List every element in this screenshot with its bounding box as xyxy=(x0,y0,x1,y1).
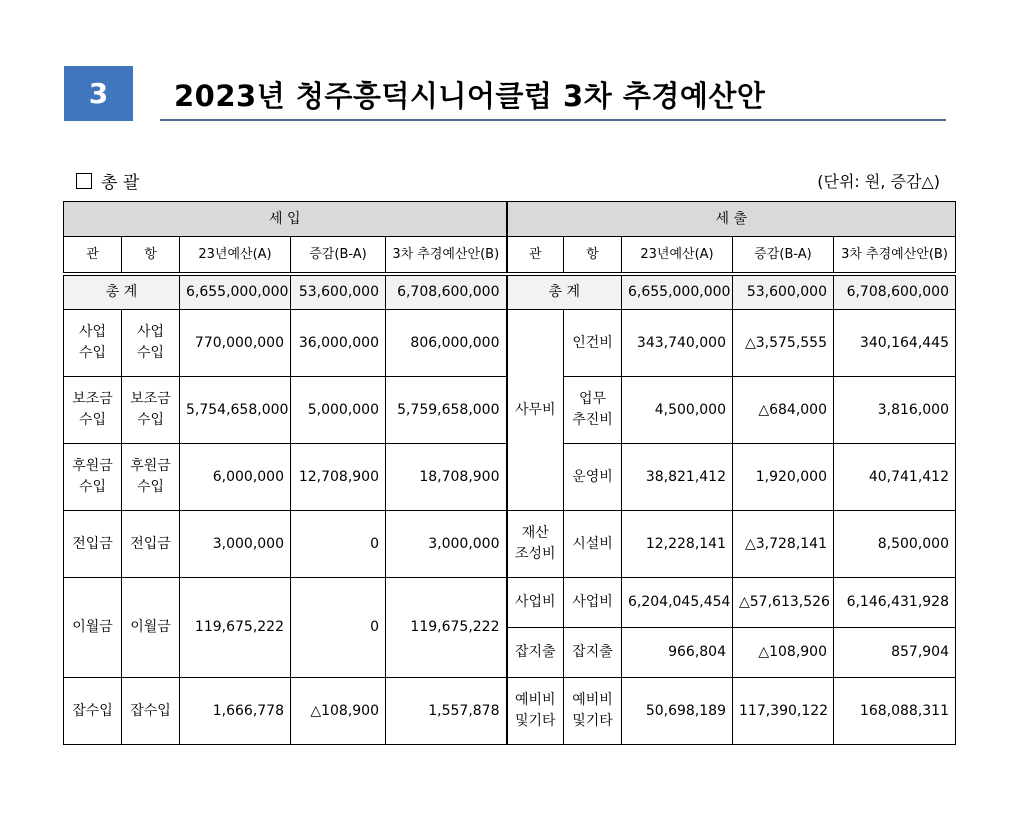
col-header-change: 증감(B-A) xyxy=(291,237,386,275)
expense-new-cell: 40,741,412 xyxy=(834,444,956,511)
expense-gwan-cell: 사무비 xyxy=(507,310,564,511)
income-total-label: 총 계 xyxy=(64,274,180,310)
col-header-hang: 항 xyxy=(122,237,180,275)
expense-hang-cell: 예비비 및기타 xyxy=(564,678,622,745)
expense-hang-cell: 잡지출 xyxy=(564,628,622,678)
expense-change-cell: △57,613,526 xyxy=(733,578,834,628)
budget-summary-table xyxy=(63,201,956,745)
expense-header: 세 출 xyxy=(507,202,956,237)
table-row xyxy=(64,578,956,628)
expense-gwan-cell: 잡지출 xyxy=(507,628,564,678)
expense-budget-cell: 12,228,141 xyxy=(622,511,733,578)
expense-budget-cell: 966,804 xyxy=(622,628,733,678)
expense-change-cell: 1,920,000 xyxy=(733,444,834,511)
expense-new-cell: 6,146,431,928 xyxy=(834,578,956,628)
col-header-gwan: 관 xyxy=(64,237,122,275)
income-hang-cell: 이월금 xyxy=(122,578,180,678)
expense-total-change: 53,600,000 xyxy=(733,274,834,310)
table-row xyxy=(64,678,956,745)
col-header-budget: 23년예산(A) xyxy=(622,237,733,275)
income-gwan-cell: 이월금 xyxy=(64,578,122,678)
income-hang-cell: 보조금 수입 xyxy=(122,377,180,444)
income-new-cell: 119,675,222 xyxy=(386,578,507,678)
income-budget-cell: 5,754,658,000 xyxy=(180,377,291,444)
col-header-gwan: 관 xyxy=(507,237,564,275)
expense-new-cell: 8,500,000 xyxy=(834,511,956,578)
expense-gwan-cell: 사업비 xyxy=(507,578,564,628)
income-new-cell: 3,000,000 xyxy=(386,511,507,578)
page-title: 2023년 청주흥덕시니어클럽 3차 추경예산안 xyxy=(174,79,766,113)
section-label xyxy=(76,168,139,193)
income-budget-cell: 770,000,000 xyxy=(180,310,291,377)
income-hang-cell: 사업 수입 xyxy=(122,310,180,377)
col-header-change: 증감(B-A) xyxy=(733,237,834,275)
income-change-cell: 0 xyxy=(291,511,386,578)
expense-budget-cell: 38,821,412 xyxy=(622,444,733,511)
expense-change-cell: △684,000 xyxy=(733,377,834,444)
income-gwan-cell: 잡수입 xyxy=(64,678,122,745)
section-number-badge: 3 xyxy=(64,66,133,121)
expense-total-budget: 6,655,000,000 xyxy=(622,274,733,310)
income-change-cell: 12,708,900 xyxy=(291,444,386,511)
unit-note: (단위: 원, 증감△) xyxy=(817,172,940,191)
income-hang-cell: 잡수입 xyxy=(122,678,180,745)
expense-budget-cell: 4,500,000 xyxy=(622,377,733,444)
income-total-change: 53,600,000 xyxy=(291,274,386,310)
expense-hang-cell: 인건비 xyxy=(564,310,622,377)
col-header-new-budget: 3차 추경예산안(B) xyxy=(386,237,507,275)
income-new-cell: 18,708,900 xyxy=(386,444,507,511)
income-total-new: 6,708,600,000 xyxy=(386,274,507,310)
expense-hang-cell: 시설비 xyxy=(564,511,622,578)
table-row xyxy=(64,511,956,578)
section-label-text: 총 괄 xyxy=(101,173,140,193)
expense-budget-cell: 50,698,189 xyxy=(622,678,733,745)
expense-new-cell: 857,904 xyxy=(834,628,956,678)
income-hang-cell: 후원금 수입 xyxy=(122,444,180,511)
expense-budget-cell: 6,204,045,454 xyxy=(622,578,733,628)
expense-total-label: 총 계 xyxy=(507,274,622,310)
checkbox-icon xyxy=(76,173,92,189)
expense-new-cell: 168,088,311 xyxy=(834,678,956,745)
total-row xyxy=(64,274,956,310)
col-header-hang: 항 xyxy=(564,237,622,275)
expense-budget-cell: 343,740,000 xyxy=(622,310,733,377)
expense-new-cell: 340,164,445 xyxy=(834,310,956,377)
income-gwan-cell: 전입금 xyxy=(64,511,122,578)
income-gwan-cell: 보조금 수입 xyxy=(64,377,122,444)
col-header-new-budget: 3차 추경예산안(B) xyxy=(834,237,956,275)
income-change-cell: 0 xyxy=(291,578,386,678)
expense-hang-cell: 사업비 xyxy=(564,578,622,628)
income-hang-cell: 전입금 xyxy=(122,511,180,578)
income-budget-cell: 6,000,000 xyxy=(180,444,291,511)
income-new-cell: 1,557,878 xyxy=(386,678,507,745)
expense-change-cell: 117,390,122 xyxy=(733,678,834,745)
expense-change-cell: △108,900 xyxy=(733,628,834,678)
expense-new-cell: 3,816,000 xyxy=(834,377,956,444)
income-header: 세 입 xyxy=(64,202,507,237)
expense-gwan-cell: 예비비 및기타 xyxy=(507,678,564,745)
expense-total-new: 6,708,600,000 xyxy=(834,274,956,310)
income-change-cell: 36,000,000 xyxy=(291,310,386,377)
expense-hang-cell: 운영비 xyxy=(564,444,622,511)
title-underline xyxy=(160,119,946,121)
expense-gwan-cell: 재산 조성비 xyxy=(507,511,564,578)
income-new-cell: 806,000,000 xyxy=(386,310,507,377)
header-row-group xyxy=(64,202,956,237)
income-gwan-cell: 사업 수입 xyxy=(64,310,122,377)
expense-change-cell: △3,728,141 xyxy=(733,511,834,578)
table-row xyxy=(64,310,956,377)
expense-hang-cell: 업무 추진비 xyxy=(564,377,622,444)
income-new-cell: 5,759,658,000 xyxy=(386,377,507,444)
col-header-budget: 23년예산(A) xyxy=(180,237,291,275)
income-change-cell: 5,000,000 xyxy=(291,377,386,444)
income-budget-cell: 1,666,778 xyxy=(180,678,291,745)
income-budget-cell: 119,675,222 xyxy=(180,578,291,678)
income-change-cell: △108,900 xyxy=(291,678,386,745)
income-total-budget: 6,655,000,000 xyxy=(180,274,291,310)
income-budget-cell: 3,000,000 xyxy=(180,511,291,578)
income-gwan-cell: 후원금 수입 xyxy=(64,444,122,511)
header-row-columns xyxy=(64,237,956,275)
expense-change-cell: △3,575,555 xyxy=(733,310,834,377)
